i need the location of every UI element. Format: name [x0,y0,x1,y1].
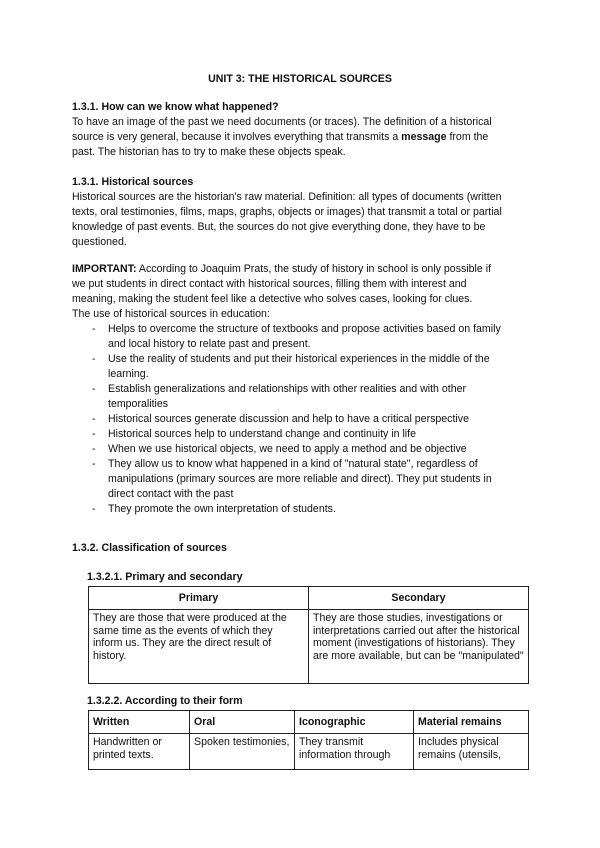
section-heading: 1.3.1. How can we know what happened? [72,101,279,113]
subsection-heading-primary-secondary: 1.3.2.1. Primary and secondary [87,571,243,583]
section-how-can-we-know [72,100,532,160]
section-heading: 1.3.1. Historical sources [72,176,194,188]
column-header: Material remains [414,711,529,734]
list-item-line: temporalities [108,398,169,410]
bullet-dash: - [92,383,96,395]
important-label: IMPORTANT: [72,263,137,275]
paragraph-line: IMPORTANT: According to Joaquim Prats, the study of history in school is only possible if [72,263,492,275]
list-item-line: Establish generalizations and relationships with other realities and with other [108,383,467,395]
table-cell: Includes physical remains (utensils, [414,734,529,770]
paragraph-line: texts, oral testimonies, films, maps, graphs, objects or images) that transmit a total or partial [72,206,502,218]
bullet-dash: - [92,323,96,335]
section-historical-sources [72,175,532,250]
bullet-dash: - [92,458,96,470]
list-item-line: When we use historical objects, we need to apply a method and be objective [108,443,467,455]
list-item [72,502,532,517]
subsection-heading-form: 1.3.2.2. According to their form [87,695,243,707]
table-cell: Handwritten or printed texts. [89,734,190,770]
list-item-line: direct contact with the past [108,488,234,500]
bold-message: message [401,131,447,143]
form-table [88,710,529,770]
paragraph-line: we put students in direct contact with historical sources, filling them with interest and [72,278,467,290]
list-item [72,427,532,442]
table-cell: They transmit information through [295,734,414,770]
column-header: Secondary [309,587,529,610]
list-item [72,322,532,352]
bullet-dash: - [92,413,96,425]
list-item [72,352,532,382]
bullet-dash: - [92,443,96,455]
list-item-line: Use the reality of students and put their historical experiences in the middle of the [108,353,490,365]
paragraph-line: questioned. [72,236,127,248]
document-title: UNIT 3: THE HISTORICAL SOURCES [208,73,392,85]
bullet-dash: - [92,353,96,365]
column-header: Primary [89,587,309,610]
table-cell: They are those studies, investigations or interpretations carried out after the historical moment (investigations of historians). They are more available, but can be "manipulated" [309,610,529,684]
paragraph-line: source is very general, because it involves everything that transmits a message from the [72,131,489,143]
important-paragraph [72,262,532,322]
paragraph-line: knowledge of past events. But, the sources do not give everything done, they have to be [72,221,486,233]
list-item [72,442,532,457]
section-heading-classification: 1.3.2. Classification of sources [72,542,227,554]
list-item-line: Helps to overcome the structure of textbooks and propose activities based on family [108,323,501,335]
bullet-dash: - [92,428,96,440]
paragraph-line: meaning, making the student feel like a detective who solves cases, looking for clues. [72,293,473,305]
list-item-line: They promote the own interpretation of students. [108,503,336,515]
list-item-line: and local history to relate past and present. [108,338,311,350]
list-item-line: Historical sources generate discussion and help to have a critical perspective [108,413,469,425]
column-header: Iconographic [295,711,414,734]
list-item-line: manipulations (primary sources are more reliable and direct). They put students in [108,473,492,485]
list-item-line: They allow us to know what happened in a kind of "natural state", regardless of [108,458,478,470]
education-uses-list [72,322,532,517]
list-item [72,412,532,427]
list-item-line: Historical sources help to understand change and continuity in life [108,428,416,440]
table-cell: They are those that were produced at the same time as the events of which they inform us. They are the direct result of history. [89,610,309,684]
primary-secondary-table [88,586,529,684]
paragraph-line: The use of historical sources in education: [72,308,270,320]
table-cell: Spoken testimonies, [190,734,295,770]
list-item [72,382,532,412]
column-header: Written [89,711,190,734]
paragraph-line: past. The historian has to try to make these objects speak. [72,146,346,158]
paragraph-line: Historical sources are the historian's raw material. Definition: all types of documents (written [72,191,502,203]
column-header: Oral [190,711,295,734]
paragraph-line: To have an image of the past we need documents (or traces). The definition of a historical [72,116,492,128]
bullet-dash: - [92,503,96,515]
list-item [72,457,532,502]
list-item-line: learning. [108,368,149,380]
